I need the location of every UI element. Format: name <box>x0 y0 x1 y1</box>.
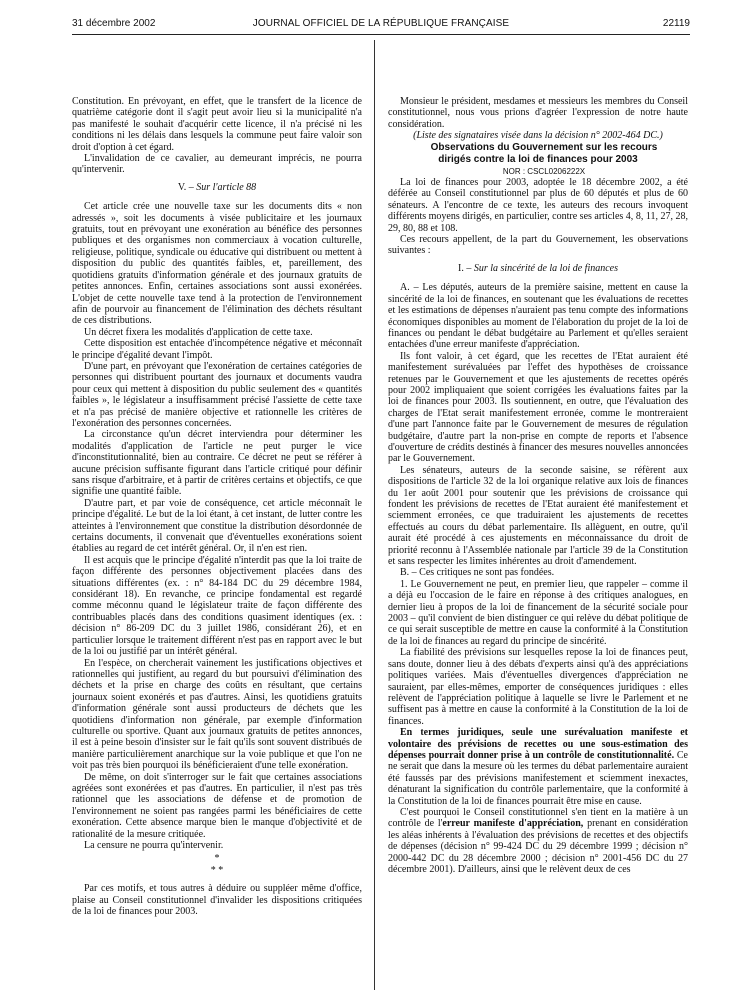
observations-title-line1: Observations du Gouvernement sur les recours <box>430 141 658 153</box>
paragraph: Les sénateurs, auteurs de la seconde saisine, se réfèrent aux dispositions de l'article 32 de la loi organique relative aux lois de finances du 1er août 2001 pour soutenir que les prévisions de croissance qui fondent les prévisions de recettes de l'Etat auraient été manifestement et sciemment erronées, ce que traduiraient les ajustements de recettes effectués au cours du débat parlementaire. Ils allèguent, en outre, qu'il aurait été procédé à ces ajustements en méconnaissance du droit de priorité reconnu à l'Assemblée nationale par l'article 39 de la Constitution et sans respecter les limites inhérentes au droit d'amendement. <box>388 464 688 568</box>
bold-term: erreur manifeste d'appréciation, <box>442 818 584 830</box>
section-title: Sur la sincérité de la loi de finances <box>473 262 618 274</box>
paragraph: De même, on doit s'interroger sur le fait que certaines associations agréées sont exonérées et pas d'autres. En particulier, il n'est pas très rationnel que les associations de défense et de promotion de l'environnement ne soient pas rangées parmi les bénéficiaires de cette exonération. Cette absence marque bien le manque d'objectivité et de rationalité de la mesure critiquée. <box>72 771 362 840</box>
section-title: Sur l'article 88 <box>196 181 257 193</box>
paragraph: Un décret fixera les modalités d'application de cette taxe. <box>84 326 313 338</box>
bold-statement: En termes juridiques, seule une surévaluation manifeste et volontaire des prévisions de recettes ou une sous-estimation des dépenses pourrait donner prise à un contrôle de constitutionnalité. <box>388 727 688 761</box>
nor-reference: NOR : CSCL0206222X <box>502 166 586 176</box>
paragraph: A. – Les députés, auteurs de la première saisine, mettent en cause la sincérité de la loi de finances, en soutenant que les évaluations de recettes et les estimations de dépenses n'auraient pas tenu compte des informations économiques disponibles au moment de l'élaboration du projet de la loi de finances ou pendant le débat budgétaire au Parlement et qu'elles seraient entachées d'une erreur manifeste d'appréciation. <box>388 282 688 351</box>
paragraph-rest: Ce ne serait que dans la mesure où les termes du débat parlementaire auraient été faussés par des prévisions manifestement et sciemment inexactes, dénaturant la signification du contrôle parlementaire, que la conformité à la Constitution de la loi de finances pourrait être mise en cause. <box>388 749 688 807</box>
section-separator-bottom: * * <box>210 865 224 877</box>
paragraph: B. – Ces critiques ne sont pas fondées. <box>400 567 555 579</box>
paragraph <box>388 727 688 807</box>
paragraph: La circonstance qu'un décret interviendra pour déterminer les modalités d'application de l'article ne peut purger le vice d'inconstitutionnalité, bien au contraire. Ce décret ne peut se référer à aucune précision suffisante figurant dans l'article critiqué pour définir sans risque d'arbitraire, et à partir de critères certains et objectifs, ce que signifie une quantité faible. <box>72 429 362 498</box>
observations-title <box>388 142 688 166</box>
paragraph: En l'espèce, on chercherait vainement les justifications objectives et rationnelles qui justifient, au regard du but poursuivi d'élimination des déchets et la prise en charge des coûts en résultant, que certains journaux soient exonérés et pas d'autres. Ainsi, les quotidiens gratuits d'information générale sont aussi producteurs de déchets que les quotidiens d'information non générale, par exemple d'information culturelle ou sportive. Quant aux journaux gratuits de petites annonces, il est à peine besoin d'insister sur le fait qu'ils sont souvent distribués de manière particulièrement anarchique sur la voie publique et que l'on ne voit pas très bien pourquoi ils bénéficieraient d'une telle exonération. <box>72 657 362 772</box>
header-journal-title: JOURNAL OFFICIEL DE LA RÉPUBLIQUE FRANÇAISE <box>252 18 510 29</box>
section-heading-v <box>72 182 362 193</box>
paragraph: Cette disposition est entachée d'incompétence négative et méconnaît le principe d'égalité devant l'impôt. <box>72 338 362 361</box>
paragraph <box>388 807 688 875</box>
paragraph: Monsieur le président, mesdames et messieurs les membres du Conseil constitutionnel, nous vous prions d'agréer l'expression de notre haute considération. <box>388 96 688 130</box>
paragraph: Il est acquis que le principe d'égalité n'interdit pas que la loi traite de façon différente des personnes objectivement placées dans des situations différentes (ex. : n° 84-184 DC du 29 décembre 1984, considérant 18). En revanche, ce principe fondamental est regardé comme méconnu quand le législateur traite de façon différente des contribuables placés dans des conditions quasiment identiques (ex. : décision n° 86-209 DC du 3 juillet 1986, considérant 26), et en particulier lorsque le traitement différent n'est pas en rapport avec le but de la loi ou justifié par un intérêt général. <box>72 554 362 658</box>
paragraph: 1. Le Gouvernement ne peut, en premier lieu, que rappeler – comme il a déjà eu l'occasion de le faire en réponse à des critiques analogues, en dernier lieu à propos de la loi de financement de la sécurité sociale pour 2003 – qu'il convient de bien distinguer ce qui relève du débat politique de ce qui serait susceptible de mettre en cause la conformité à la Constitution de la loi de finances au regard du principe de sincérité. <box>388 578 688 647</box>
signatories-note: (Liste des signataires visée dans la décision n° 2002-464 DC.) <box>413 130 663 142</box>
paragraph: Cet article crée une nouvelle taxe sur les documents dits « non adressés », soit les documents à visée publicitaire et les journaux gratuits, tout en prévoyant une exonération au bénéfice des personnes publiques et des organismes non commerciaux à vocation culturelle, religieuse, politique, syndicale ou éducative qui distribuent ou mettent à disposition du public des quantités faibles, et, pareillement, des quotidiens gratuits d'information générale et des journaux gratuits de petites annonces. Enfin, certaines associations sont aussi exonérées. L'objet de cette nouvelle taxe tend à la protection de l'environnement afin de pourvoir au financement de l'élimination des déchets résultant de ces distributions. <box>72 201 362 327</box>
paragraph-start: C'est pourquoi le Conseil constitutionnel s'en tient en la matière à un contrôle de l' <box>388 806 688 830</box>
section-heading-i <box>388 263 688 274</box>
paragraph: D'autre part, et par voie de conséquence, cet article méconnaît le principe d'égalité. Le but de la loi étant, à cet instant, de lutter contre les atteintes à l'environnement que constitue la distribution désordonnée de certains documents, il convenait que d'éventuelles exonérations soient établies au regard de cet intérêt général. Or, il n'en est rien. <box>72 497 362 555</box>
paragraph: D'une part, en prévoyant que l'exonération de certaines catégories de personnes qui distribuent pourtant des journaux et documents vaudra pour ceux qui mettent à disposition du public seulement des « quantités faibles », le législateur a insuffisamment précisé l'assiette de cette taxe et n'a pas précisé de manière objective et rationnelle les critères de l'exonération des personnes concernées. <box>72 360 362 429</box>
section-number: I. – <box>458 262 472 274</box>
observations-title-line2: dirigés contre la loi de finances pour 2003 <box>438 153 638 165</box>
paragraph: L'invalidation de ce cavalier, au demeurant imprécis, ne pourra qu'intervenir. <box>72 153 362 176</box>
paragraph: La fiabilité des prévisions sur lesquelles repose la loi de finances peut, sans doute, donner lieu à des débats d'experts ainsi qu'à des appréciations politiques variées. Mais d'éventuelles divergences d'appréciation ne sauraient, par elles-mêmes, emporter de conséquences juridiques : elles relèvent de l'appréciation politique à laquelle se livre le Parlement et ne suffisent pas à mettre en cause la conformité à la Constitution de la loi de finances. <box>388 647 688 727</box>
page-header <box>72 18 690 32</box>
header-page-number: 22119 <box>662 18 690 29</box>
paragraph: La loi de finances pour 2003, adoptée le 18 décembre 2002, a été déférée au Conseil constitutionnel par plus de 60 députés et plus de 60 sénateurs. A l'encontre de ce texte, les auteurs des recours invoquent différents moyens dirigés, en particulier, contre ses articles 4, 8, 11, 27, 28, 29, 80, 88 et 108. <box>388 177 688 234</box>
header-date: 31 décembre 2002 <box>72 18 156 29</box>
right-column <box>388 96 688 875</box>
paragraph: Par ces motifs, et tous autres à déduire ou suppléer même d'office, plaise au Conseil constitutionnel d'invalider les dispositions critiquées de la loi de finances pour 2003. <box>72 883 362 918</box>
paragraph: Ils font valoir, à cet égard, que les recettes de l'Etat auraient été manifestement surévaluées par l'effet des hypothèses de croissance retenues par le Gouvernement et que les ajustements de recettes opérés pour 2002 impliquaient que soient corrigées les évaluations faites par la loi de finances pour 2003. Ils soutiennent, en outre, que l'évaluation des charges de l'Etat serait manifestement erronée, comme le montreraient d'une part l'annonce faite par le Gouvernement de mesures de régulation budgétaire, d'autre part la non-prise en compte de reports et l'absence d'ouverture de crédits destinés à financer des mesures nouvelles annoncées par le Gouvernement. <box>388 350 688 465</box>
paragraph: Constitution. En prévoyant, en effet, que le transfert de la licence de quatrième catégorie dont il s'agit peut avoir lieu si la municipalité n'a pas manifesté le souhait d'acquérir cette licence, il n'a précisé ni les conditions ni les délais dans lesquels la commune peut faire valoir son droit d'option à cet égard. <box>72 96 362 153</box>
paragraph: La censure ne pourra qu'intervenir. <box>84 840 224 851</box>
paragraph-end: prenant en considération les aléas inhérents à l'évaluation des prévisions de recettes et des objectifs de dépenses (décision n° 99-424 DC du 29 décembre 1999 ; décision n° 2000-442 DC du 28 décembre 2000 ; décision n° 2001-456 DC du 27 décembre 2001). D'ailleurs, ainsi que le relèvent deux de ces <box>388 818 688 875</box>
left-column <box>72 96 362 918</box>
section-number: V. – <box>177 181 194 193</box>
header-rule <box>72 34 690 35</box>
paragraph: Ces recours appellent, de la part du Gouvernement, les observations suivantes : <box>388 234 688 257</box>
column-divider <box>374 40 375 990</box>
section-separator-top: * <box>214 853 220 865</box>
